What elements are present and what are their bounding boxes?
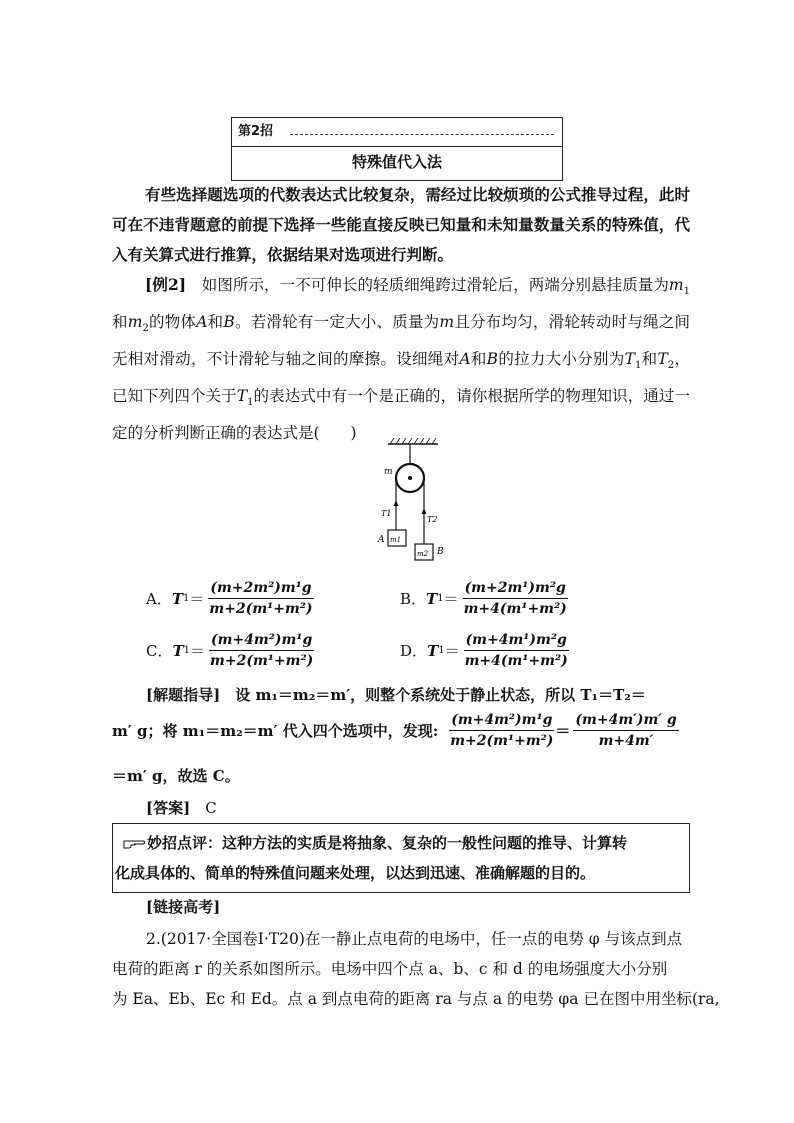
guide-text1: 设 m₁＝m₂＝m′，则整个系统处于静止状态，所以 T₁＝T₂＝: [235, 686, 646, 704]
option-a-den: m+2(m¹+m²): [209, 601, 313, 617]
pulley-figure: [366, 438, 466, 566]
option-a-fraction: [207, 580, 314, 617]
example-part5: ，已知下列四个关于: [112, 350, 690, 406]
header-divider: [232, 146, 562, 147]
t1-label: T1: [381, 509, 392, 518]
example-part6: 的表达式中有一个是正确的，请你根据所学的物理知识，通过一定的分析判断正确的表达式是( ): [112, 387, 690, 443]
guide-equals: ＝: [555, 722, 571, 740]
tip-text: [115, 828, 679, 888]
section-title: 特殊值代入法: [351, 153, 442, 171]
option-c-fraction: [208, 632, 315, 669]
example-lead: 如图所示，一不可伸长的轻质细绳跨过滑轮后，两端分别悬挂质量为: [201, 276, 669, 294]
option-d-den: m+4(m¹+m²): [464, 653, 568, 669]
header-dash-divider: [290, 134, 554, 135]
answer-label: [答案]: [146, 799, 191, 817]
example-label: [例2]: [145, 275, 187, 294]
link-heading: [链接高考]: [146, 898, 221, 916]
option-b-num: (m+2m¹)m²g: [463, 580, 568, 599]
guide-frac1: [448, 712, 555, 749]
guide-frac1-den: m+2(m¹+m²): [450, 733, 554, 749]
t2-label: T2: [427, 515, 438, 524]
option-a[interactable]: A． T 1 ＝ $\frac{\text{(m+2m²)m¹g}}{\text{m+2(m¹+m²)}}$: [146, 580, 313, 617]
and-text-1: 和: [112, 313, 128, 332]
guide-frac2: [573, 712, 678, 749]
example-paragraph: [例2] 如图所示，一不可伸长的轻质细绳跨过滑轮后，两端分别悬挂质量为$m_1$和$m_2$的物体A和B。若滑轮有一定大小、质量为m且分布均匀，滑轮转动时与绳之间无相对滑动，不计滑轮与轴之间的摩擦。设细绳对A和B的拉力大小分别为$T_1$和$T_2$，已知下列四个关于$T_1$的表达式中有一个是正确的，请你根据所学的物理知识，通过一定的分析判断正确的表达式是( ): [112, 275, 690, 443]
option-d-num: (m+4m¹)m²g: [464, 632, 569, 651]
option-c[interactable]: C． T 1 ＝ $\frac{\text{(m+4m²)m¹g}}{\text{m+2(m¹+m²)}}$: [146, 632, 314, 669]
guide-line2: [112, 712, 679, 749]
option-b-den: m+4(m¹+m²): [463, 601, 567, 617]
answer-value: C: [205, 799, 217, 817]
pulley-mass-label: m: [384, 467, 393, 477]
and-text-4: 和: [641, 350, 658, 369]
answer-line: [146, 797, 217, 818]
section-tag: 第2招: [238, 124, 274, 139]
option-b[interactable]: B． T 1 ＝ $\frac{\text{(m+2m¹)m²g}}{\text{m+4(m¹+m²)}}$: [400, 580, 567, 617]
option-d-fraction: [463, 632, 570, 669]
guide-line3: ＝m′ g，故选 C。: [112, 767, 240, 785]
pointing-hand-icon: [123, 836, 145, 850]
tip-box: [112, 823, 690, 893]
q2-line1: 2.(2017·全国卷Ⅰ·T20)在一静止点电荷的电场中，任一点的电势 φ 与该点到点: [146, 930, 683, 948]
option-d-letter: D．: [400, 642, 428, 660]
example-part2: 。若滑轮有一定大小、质量为: [234, 313, 440, 332]
option-a-letter: A．: [146, 590, 172, 608]
guide-line1: [146, 682, 646, 708]
option-c-num: (m+4m²)m¹g: [209, 632, 314, 651]
option-d[interactable]: D． T 1 ＝ $\frac{\text{(m+4m¹)m²g}}{\text{m+4(m¹+m²)}}$: [400, 632, 568, 669]
guide-label: [解题指导]: [146, 686, 221, 704]
option-b-letter: B．: [400, 590, 427, 608]
of-objects-text: 的物体: [148, 313, 197, 332]
guide-frac1-num: (m+4m²)m¹g: [449, 712, 554, 731]
section-header-box: [231, 117, 563, 181]
and-text-3: 和: [470, 350, 487, 369]
option-a-num: (m+2m²)m¹g: [208, 580, 313, 599]
example-part3: 且分布均匀，滑轮转动时与绳之间无相对滑动，不计滑轮与轴之间的摩擦。设细绳对: [112, 313, 690, 369]
and-text-2: 和: [207, 313, 224, 332]
tip-line2: 化成具体的、简单的特殊值问题来处理，以达到迅速、准确解题的目的。: [115, 864, 596, 882]
a-label: A: [378, 535, 385, 545]
option-b-fraction: [462, 580, 569, 617]
q2-line3: 为 Ea、Eb、Ec 和 Ed。点 a 到点电荷的距离 ra 与点 a 的电势 φa 已在图中用坐标(ra,: [112, 990, 720, 1008]
b-label: B: [437, 547, 444, 557]
option-c-letter: C．: [146, 642, 173, 660]
example-part4: 的拉力大小分别为: [498, 350, 625, 369]
guide-text2: m′ g；将 m₁＝m₂＝m′ 代入四个选项中，发现:: [112, 722, 439, 740]
m1-label: m1: [390, 536, 402, 544]
q2-line2: 电荷的距离 r 的关系如图所示。电场中四个点 a、b、c 和 d 的电场强度大小分别: [112, 960, 668, 978]
m2-label: m2: [417, 550, 429, 558]
tip-line1: 妙招点评：这种方法的实质是将抽象、复杂的一般性问题的推导、计算转: [147, 834, 628, 852]
intro-paragraph: 有些选择题选项的代数表达式比较复杂，需经过比较烦琐的公式推导过程，此时可在不违背题意的前提下选择一些能直接反映已知量和未知量数量关系的特殊值，代入有关算式进行推算，依据结果对选项进行判断。: [112, 185, 690, 264]
guide-frac2-den: m+4m′: [598, 733, 654, 749]
option-c-den: m+2(m¹+m²): [210, 653, 314, 669]
guide-frac2-num: (m+4m′)m′ g: [573, 712, 678, 731]
